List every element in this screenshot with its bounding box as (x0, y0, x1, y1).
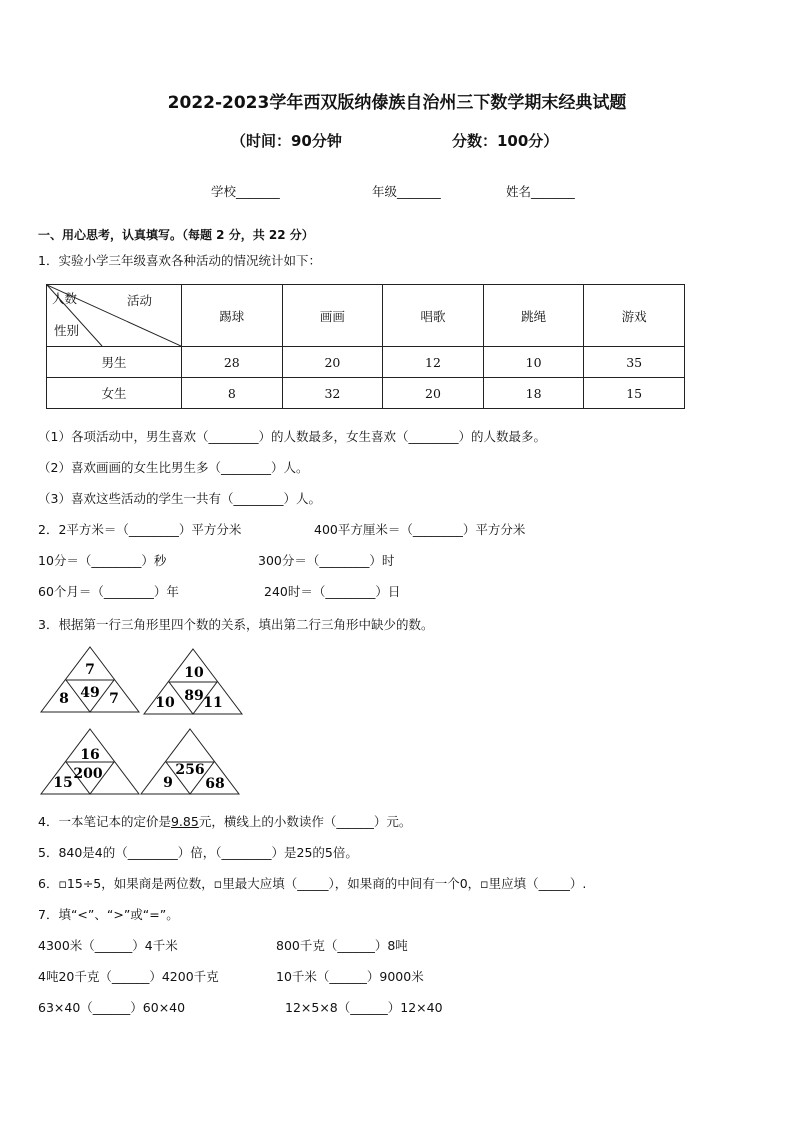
table-cell: 12 (383, 347, 484, 378)
table-cell: 8 (182, 378, 283, 409)
column-header: 画画 (282, 285, 383, 347)
table-cell: 10 (483, 347, 584, 378)
question-4-suffix: 元，横线上的小数读作（______）元。 (198, 814, 412, 829)
table-cell: 28 (182, 347, 283, 378)
question-7-item: 4吨20千克（______）4200千克 (38, 969, 219, 984)
triangle-left-number: 10 (155, 695, 175, 711)
triangle-center-number: 89 (184, 688, 204, 704)
number-triangle (40, 728, 140, 796)
school-field: 学校_______ (211, 184, 280, 199)
table-row (47, 347, 685, 378)
question-2-c: 10分＝（________）秒 (38, 553, 167, 568)
table-cell: 20 (282, 347, 383, 378)
triangle-left-number: 15 (53, 775, 73, 791)
question-5: 5．840是4的（________）倍，（________）是25的5倍。 (38, 845, 358, 860)
question-2-f: 240时＝（________）日 (264, 584, 401, 599)
column-header: 唱歌 (383, 285, 484, 347)
table-cell: 18 (483, 378, 584, 409)
table-cell: 32 (282, 378, 383, 409)
triangle-left-number: 9 (163, 775, 173, 791)
table-cell: 35 (584, 347, 685, 378)
question-1-part-1: （1）各项活动中，男生喜欢（________）的人数最多，女生喜欢（________）的人数最多。 (38, 429, 546, 444)
table-corner-cell (47, 285, 182, 347)
name-field: 姓名_______ (506, 184, 575, 199)
column-header: 游戏 (584, 285, 685, 347)
question-7-item: 800千克（______）8吨 (276, 938, 408, 953)
table-row (47, 378, 685, 409)
triangle-top-number: 7 (85, 662, 95, 678)
question-7-item: 4300米（______）4千米 (38, 938, 178, 953)
question-1-part-3: （3）喜欢这些活动的学生一共有（________）人。 (38, 491, 321, 506)
table-cell: 20 (383, 378, 484, 409)
question-7-stem: 7．填“<”、“>”或“=”。 (38, 907, 179, 922)
table-header-row (47, 285, 685, 347)
question-2-d: 300分＝（________）时 (258, 553, 395, 568)
section-1-header: 一、用心思考，认真填写。（每题 2 分，共 22 分） (38, 228, 314, 242)
question-4-prefix: 4．一本笔记本的定价是 (38, 814, 171, 829)
activity-stats-table (46, 284, 685, 409)
corner-people-label: 人数 (52, 291, 78, 306)
triangle-right-number: 7 (109, 691, 119, 707)
number-triangle (143, 648, 243, 716)
question-3-stem: 3．根据第一行三角形里四个数的关系，填出第二行三角形中缺少的数。 (38, 617, 434, 632)
table-cell: 15 (584, 378, 685, 409)
question-2-b: 400平方厘米＝（________）平方分米 (314, 522, 526, 537)
triangle-right-number: 68 (205, 776, 225, 792)
column-header: 踢球 (182, 285, 283, 347)
triangle-center-number: 256 (175, 762, 205, 778)
question-2-e: 60个月＝（________）年 (38, 584, 179, 599)
question-2-a: 2．2平方米＝（________）平方分米 (38, 522, 242, 537)
row-label: 女生 (47, 378, 182, 409)
number-triangle (40, 646, 140, 714)
question-1-part-2: （2）喜欢画画的女生比男生多（________）人。 (38, 460, 309, 475)
column-header: 跳绳 (483, 285, 584, 347)
corner-gender-label: 性别 (54, 323, 80, 338)
question-7-item: 10千米（______）9000米 (276, 969, 424, 984)
triangle-left-number: 8 (59, 691, 69, 707)
question-4-price: 9.85 (170, 814, 199, 829)
corner-activity-label: 活动 (127, 293, 153, 308)
question-1-stem: 1．实验小学三年级喜欢各种活动的情况统计如下： (38, 253, 321, 268)
triangle-right-number: 11 (203, 695, 223, 711)
grade-field: 年级_______ (372, 184, 441, 199)
triangle-top-number: 10 (184, 665, 204, 681)
score-label: 分数：100分） (452, 132, 559, 150)
question-7-item: 12×5×8（______）12×40 (285, 1000, 443, 1015)
question-6: 6．▫15÷5，如果商是两位数，▫里最大应填（_____），如果商的中间有一个0，▫里应填（_____）. (38, 876, 587, 891)
number-triangle (140, 728, 240, 796)
question-4 (38, 812, 411, 830)
question-7-item: 63×40（______）60×40 (38, 1000, 186, 1015)
triangle-center-number: 49 (80, 685, 100, 701)
row-label: 男生 (47, 347, 182, 378)
page-title: 2022-2023学年西双版纳傣族自治州三下数学期末经典试题 (167, 93, 627, 113)
triangle-center-number: 200 (73, 766, 103, 782)
triangle-top-number: 16 (80, 747, 100, 763)
time-label: （时间：90分钟 (231, 132, 342, 150)
